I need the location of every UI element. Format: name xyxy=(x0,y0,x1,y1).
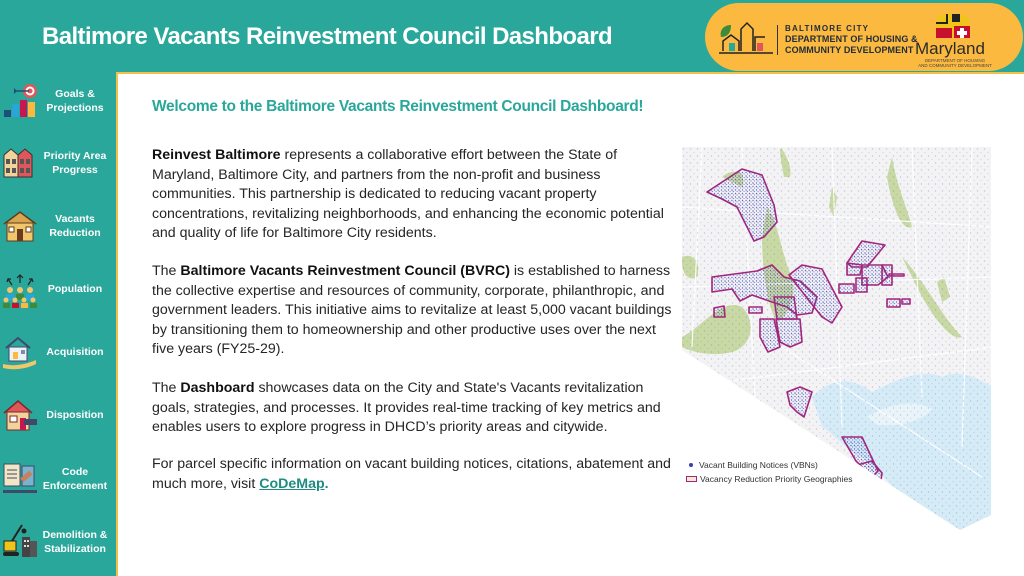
sidebar-item-demolition-stabilization[interactable] xyxy=(0,519,116,575)
label-line-1: Population xyxy=(47,283,103,295)
sidebar-item-label xyxy=(38,345,112,359)
logo-line-1: BALTIMORE CITY xyxy=(785,24,870,33)
codemap-link[interactable]: CoDeMap xyxy=(259,475,325,492)
welcome-heading: Welcome to the Baltimore Vacants Reinvestment Council Dashboard! xyxy=(152,98,644,115)
label-line-1: Priority Area xyxy=(43,150,107,162)
bvrc-pre: The xyxy=(152,263,181,279)
sidebar-item-code-enforcement[interactable] xyxy=(0,456,116,512)
label-line-2: Reduction xyxy=(49,227,101,239)
legend-label: Vacant Building Notices (VBNs) xyxy=(699,460,818,470)
sidebar-nav xyxy=(0,72,116,576)
sidebar-item-label xyxy=(38,212,112,240)
intro-text: represents a collaborative effort between the State of Maryland, Baltimore City, and partners from the non-profit and business communities. This partnership is dedicated to reducing vacant property concentrations, revitalizing neighborhoods, and enhancing the economic potential and quality of life for Baltimore City residents. xyxy=(152,147,664,242)
maryland-logo-name: Maryland xyxy=(915,39,985,58)
bvrc-bold: Baltimore Vacants Reinvestment Council (BVRC) xyxy=(180,263,510,279)
sidebar-item-label xyxy=(38,149,112,177)
sidebar-item-goals-projections[interactable] xyxy=(0,78,116,134)
sidebar-item-priority-area-progress[interactable] xyxy=(0,141,116,197)
maryland-sub-line-1: DEPARTMENT OF HOUSING xyxy=(924,58,986,63)
sidebar-item-label xyxy=(38,528,112,556)
label-line-1: Acquisition xyxy=(46,346,104,358)
sidebar-item-vacants-reduction[interactable] xyxy=(0,204,116,260)
people-group-icon xyxy=(2,273,38,309)
codemap-paragraph xyxy=(152,455,672,494)
sidebar-item-population[interactable] xyxy=(0,267,116,323)
baltimore-dhcd-logo-text xyxy=(785,23,918,56)
sidebar-item-label xyxy=(38,87,112,115)
legend-label: Vacancy Reduction Priority Geographies xyxy=(700,474,853,484)
page-title: Baltimore Vacants Reinvestment Council Dashboard xyxy=(42,23,613,50)
label-line-2: Stabilization xyxy=(44,543,106,555)
bvrc-paragraph xyxy=(152,262,672,360)
maryland-flag-icon xyxy=(930,12,974,40)
dashboard-paragraph xyxy=(152,379,672,438)
sidebar-item-label xyxy=(38,408,112,422)
sidebar-item-acquisition[interactable] xyxy=(0,330,116,386)
logo-line-2: DEPARTMENT OF HOUSING & xyxy=(785,34,918,44)
sidebar-item-disposition[interactable] xyxy=(0,393,116,449)
label-line-2: Projections xyxy=(46,102,104,114)
dashboard-bold: Dashboard xyxy=(180,380,255,396)
reinvest-baltimore-bold: Reinvest Baltimore xyxy=(152,147,281,163)
label-line-1: Demolition & xyxy=(42,529,108,541)
label-line-1: Disposition xyxy=(46,409,104,421)
house-icon xyxy=(2,208,38,244)
maryland-sub-line-2: AND COMMUNITY DEVELOPMENT xyxy=(918,63,992,68)
logo-divider xyxy=(777,25,778,55)
gavel-document-icon xyxy=(2,460,38,496)
label-line-1: Goals & xyxy=(55,88,95,100)
main-content xyxy=(116,72,1024,576)
dashboard-text: showcases data on the City and State's Vacants revitalization goals, strategies, and processes. It provides real-time tracking of key metrics and enables users to explore progress in DHCD’s priority areas and citywide. xyxy=(152,380,661,436)
rowhouses-icon xyxy=(2,145,38,181)
maryland-logo-subtitle xyxy=(915,58,995,68)
logo-line-3: COMMUNITY DEVELOPMENT xyxy=(785,45,914,55)
codemap-text: For parcel specific information on vacant building notices, citations, abatement and much more, visit xyxy=(152,456,671,492)
header-bar xyxy=(0,0,1024,72)
bvrc-text: is established to harness the collective expertise and resources of community, corporate, philanthropic, and government leaders. This initiative aims to revitalize at least 5,000 vacant buildings by transitioning them to homeownership and other productive uses over the next five years (FY25-29). xyxy=(152,263,672,358)
logo-banner xyxy=(705,3,1023,71)
excavator-icon xyxy=(2,523,38,559)
legend-item-vbn xyxy=(686,458,852,472)
house-in-hand-icon xyxy=(2,334,38,370)
priority-geography-box-icon xyxy=(686,476,697,482)
label-line-2: Enforcement xyxy=(42,480,108,492)
dashboard-pre: The xyxy=(152,380,181,396)
sidebar-item-label xyxy=(38,465,112,493)
baltimore-dhcd-logo-icon xyxy=(717,19,775,59)
sidebar-item-label xyxy=(38,282,112,296)
label-line-1: Code xyxy=(61,466,89,478)
house-sold-icon xyxy=(2,397,38,433)
label-line-1: Vacants xyxy=(55,213,95,225)
map-legend xyxy=(686,458,852,486)
target-chart-icon xyxy=(2,82,38,118)
vbn-dot-icon xyxy=(689,463,693,467)
legend-item-priority-geographies xyxy=(686,472,852,486)
intro-paragraph xyxy=(152,146,672,244)
codemap-period: . xyxy=(324,475,329,492)
label-line-2: Progress xyxy=(52,164,98,176)
